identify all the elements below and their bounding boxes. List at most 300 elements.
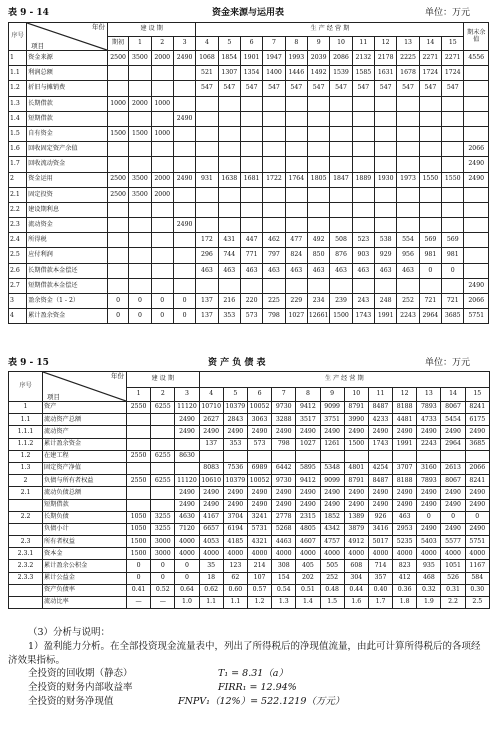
table15-period-header: 13: [417, 388, 441, 402]
table-cell: 2490: [173, 172, 195, 187]
table-cell: [442, 187, 464, 202]
table14-period-header: 9: [307, 37, 329, 51]
table-cell: [218, 142, 240, 157]
table-cell: [464, 233, 489, 248]
table-cell: 154: [272, 572, 296, 584]
table-cell: [129, 157, 151, 172]
table-cell: [129, 111, 151, 126]
table-cell: [151, 233, 173, 248]
table-cell: 7893: [417, 475, 441, 487]
table-cell: 0: [175, 572, 199, 584]
table-cell: [107, 218, 128, 233]
table-cell: 2550: [127, 450, 151, 462]
table-cell: 0: [465, 511, 489, 523]
table-cell: 2243: [397, 309, 419, 324]
table-cell: [352, 278, 374, 293]
table-cell: [442, 111, 464, 126]
table-cell: 4000: [417, 548, 441, 560]
table15-item-header: 项目: [47, 392, 60, 401]
table-cell: 4481: [393, 414, 417, 426]
table-cell: 2490: [320, 426, 344, 438]
table-cell: 8241: [465, 475, 489, 487]
table-cell: 1585: [352, 66, 374, 81]
table-cell: [330, 278, 352, 293]
table-cell: 463: [263, 263, 285, 278]
table15-header: [0, 350, 495, 370]
table-cell: 2490: [272, 487, 296, 499]
table-cell: 547: [442, 81, 464, 96]
row-item: 短期借款: [27, 111, 108, 126]
row-seq: 2.3.2: [9, 560, 43, 572]
table-cell: [151, 426, 175, 438]
table-cell: 0: [173, 294, 195, 309]
row-seq: 4: [9, 309, 27, 324]
table-cell: 1901: [240, 51, 262, 66]
table-cell: [151, 462, 175, 474]
table-cell: 1050: [127, 523, 151, 535]
row-item: 资产负债率: [43, 584, 127, 596]
table-cell: 172: [196, 233, 218, 248]
table-cell: 492: [307, 233, 329, 248]
table-cell: 2490: [465, 426, 489, 438]
table-cell: 0: [129, 309, 151, 324]
table-cell: 431: [218, 233, 240, 248]
table-cell: 798: [272, 438, 296, 450]
table15: [8, 371, 490, 609]
row-seq: 1.5: [9, 126, 27, 141]
table14-build-header: 建 设 期: [107, 23, 195, 37]
table-cell: 547: [419, 81, 441, 96]
row-item: 固定资产净值: [43, 462, 127, 474]
table-cell: 4000: [272, 548, 296, 560]
table-cell: 4321: [247, 536, 271, 548]
table-cell: 2490: [173, 111, 195, 126]
table-cell: [196, 111, 218, 126]
table-cell: [151, 218, 173, 233]
table-cell: 137: [196, 294, 218, 309]
table-cell: 569: [442, 233, 464, 248]
table-cell: [129, 233, 151, 248]
table14-seq-header: 序号: [9, 23, 27, 51]
row-item: 短期借款: [43, 499, 127, 511]
table-cell: 1500: [127, 536, 151, 548]
table-cell: [464, 81, 489, 96]
table-cell: [375, 218, 397, 233]
table-cell: [196, 278, 218, 293]
table-cell: 4000: [223, 548, 247, 560]
table-cell: 1.7: [368, 597, 392, 609]
table-cell: 2490: [441, 487, 465, 499]
table-cell: [307, 187, 329, 202]
table-cell: 2490: [417, 426, 441, 438]
table14-period-header: 5: [218, 37, 240, 51]
table-cell: 137: [196, 309, 218, 324]
table-cell: 2490: [296, 499, 320, 511]
row-item: 流动资产: [43, 426, 127, 438]
table-cell: 4167: [199, 511, 223, 523]
table-cell: [173, 278, 195, 293]
table-cell: 9099: [320, 402, 344, 414]
table-cell: [173, 157, 195, 172]
table-cell: [173, 142, 195, 157]
table-cell: 10710: [199, 402, 223, 414]
table-cell: 463: [240, 263, 262, 278]
table14: [8, 22, 489, 324]
table-cell: 823: [393, 560, 417, 572]
table-cell: [129, 263, 151, 278]
row-seq: 2.6: [9, 263, 27, 278]
row-item: 长期借款: [27, 96, 108, 111]
table-cell: 0: [175, 560, 199, 572]
table-cell: [441, 450, 465, 462]
table-cell: 4556: [464, 51, 489, 66]
table-cell: 1.2: [247, 597, 271, 609]
table-cell: [151, 263, 173, 278]
row-item: 流动资金: [27, 218, 108, 233]
table-cell: 2000: [151, 187, 173, 202]
table-cell: 3063: [247, 414, 271, 426]
table-cell: 10379: [223, 475, 247, 487]
table-cell: 1681: [240, 172, 262, 187]
table-row: [9, 96, 489, 111]
table-cell: [173, 96, 195, 111]
table-cell: 1027: [296, 438, 320, 450]
table-cell: 234: [307, 294, 329, 309]
table14-period-header: 4: [196, 37, 218, 51]
table-cell: 0.48: [320, 584, 344, 596]
table-cell: 3751: [320, 414, 344, 426]
table-cell: 463: [393, 511, 417, 523]
table-cell: [397, 142, 419, 157]
table-cell: 2964: [441, 438, 465, 450]
table-cell: [419, 157, 441, 172]
table-cell: [352, 202, 374, 217]
table-cell: 0: [151, 294, 173, 309]
table-cell: 477: [285, 233, 307, 248]
table-cell: 463: [375, 263, 397, 278]
table14-period-header: 2: [151, 37, 173, 51]
table-cell: 0.41: [127, 584, 151, 596]
row-seq: 2: [9, 475, 43, 487]
table-cell: 2490: [247, 499, 271, 511]
table-cell: [352, 157, 374, 172]
row-item: 盈余资金（1 - 2）: [27, 294, 108, 309]
table-cell: [330, 126, 352, 141]
table-cell: [218, 202, 240, 217]
table-cell: 1.8: [393, 597, 417, 609]
table-cell: [107, 263, 128, 278]
table-cell: 0: [151, 560, 175, 572]
table-cell: 1400: [263, 66, 285, 81]
row-seq: 2: [9, 172, 27, 187]
table-cell: 508: [330, 233, 352, 248]
table-cell: 4000: [441, 548, 465, 560]
table-cell: [285, 187, 307, 202]
table-cell: 0: [417, 511, 441, 523]
table-cell: 214: [247, 560, 271, 572]
table-cell: [151, 487, 175, 499]
table-cell: 123: [223, 560, 247, 572]
table-cell: [464, 66, 489, 81]
table-cell: 2843: [223, 414, 247, 426]
table-cell: 1446: [285, 66, 307, 81]
table-cell: 2271: [419, 51, 441, 66]
table-cell: [393, 450, 417, 462]
table-cell: [129, 218, 151, 233]
row-item: 资产: [43, 402, 127, 414]
table-cell: [240, 157, 262, 172]
table-cell: 2490: [368, 487, 392, 499]
row-seq: 1: [9, 51, 27, 66]
row-seq: 1.3: [9, 462, 43, 474]
table-cell: 1743: [368, 438, 392, 450]
table-cell: 931: [196, 172, 218, 187]
table-cell: 2490: [247, 426, 271, 438]
table14-title: 资金来源与运用表: [212, 8, 285, 18]
table15-period-header: 5: [223, 388, 247, 402]
table-cell: 3707: [393, 462, 417, 474]
table-cell: 3255: [151, 523, 175, 535]
table-cell: 463: [330, 263, 352, 278]
row-seq: 1: [9, 402, 43, 414]
table-cell: 8487: [368, 402, 392, 414]
table-cell: 4607: [296, 536, 320, 548]
table-cell: 797: [263, 248, 285, 263]
table-cell: [107, 157, 128, 172]
table-cell: 2490: [296, 487, 320, 499]
table-row: [9, 402, 490, 414]
analysis-section: [8, 626, 486, 709]
table-cell: 2490: [441, 426, 465, 438]
table-cell: 505: [320, 560, 344, 572]
table15-period-header: 6: [247, 388, 271, 402]
table-cell: 1500: [344, 438, 368, 450]
table-cell: 1500: [129, 126, 151, 141]
table-cell: 2490: [417, 487, 441, 499]
table-cell: 353: [223, 438, 247, 450]
table-cell: 2086: [330, 51, 352, 66]
table-cell: 2490: [465, 499, 489, 511]
table-cell: 6657: [199, 523, 223, 535]
table-cell: [285, 202, 307, 217]
table-cell: 4233: [368, 414, 392, 426]
table15-period-header: 9: [320, 388, 344, 402]
table-cell: 6255: [151, 450, 175, 462]
table-cell: 2271: [442, 51, 464, 66]
table14-prod-header: 生 产 经 营 期: [196, 23, 464, 37]
table14-end-header: 期末余值: [464, 23, 489, 51]
table-cell: [307, 157, 329, 172]
table-cell: 5235: [393, 536, 417, 548]
row-seq: 3: [9, 294, 27, 309]
table-cell: 0.44: [344, 584, 368, 596]
table-cell: [173, 81, 195, 96]
table15-period-header: 1: [127, 388, 151, 402]
table-cell: [173, 187, 195, 202]
table-cell: 2490: [175, 487, 199, 499]
table-cell: 526: [441, 572, 465, 584]
table-cell: 538: [375, 233, 397, 248]
table-cell: [307, 142, 329, 157]
table-cell: 0: [127, 560, 151, 572]
table-cell: 3500: [129, 51, 151, 66]
analysis-paragraph: 1）盈利能力分析。在全部投资现金流量表中，列出了所得税后的净现值流量，由此可计算所得税后的各项经济效果指标。: [8, 640, 481, 666]
table-cell: 2490: [344, 426, 368, 438]
table-cell: [240, 126, 262, 141]
table-cell: 1261: [320, 438, 344, 450]
table-cell: [151, 438, 175, 450]
table-cell: 0: [107, 294, 128, 309]
table-cell: 4254: [368, 462, 392, 474]
table-cell: [107, 278, 128, 293]
table-cell: 4757: [320, 536, 344, 548]
table-cell: 202: [296, 572, 320, 584]
table-cell: 4000: [320, 548, 344, 560]
table14-period-header: 1: [129, 37, 151, 51]
table-cell: [272, 450, 296, 462]
table-cell: [196, 218, 218, 233]
table-cell: 1.5: [320, 597, 344, 609]
table-cell: [218, 111, 240, 126]
metric-fnpv-label: 全投资的财务净现值: [28, 695, 114, 707]
analysis-heading: （3）分析与说明：: [28, 627, 111, 638]
metric-firr-label: 全投资的财务内部收益率: [28, 682, 133, 694]
table15-period-header: 11: [368, 388, 392, 402]
table-cell: 2490: [320, 499, 344, 511]
row-item: 长期借款本金偿还: [27, 263, 108, 278]
table-cell: 5577: [441, 536, 465, 548]
row-item: 负债与所有者权益: [43, 475, 127, 487]
table-cell: [173, 263, 195, 278]
row-item: 长期负债: [43, 511, 127, 523]
table-cell: 8083: [199, 462, 223, 474]
table-cell: 1991: [375, 309, 397, 324]
table15-period-header: 15: [465, 388, 489, 402]
table-cell: 0.57: [247, 584, 271, 596]
table-cell: —: [151, 597, 175, 609]
table-cell: [464, 126, 489, 141]
table-cell: 6989: [247, 462, 271, 474]
table-row: [9, 309, 489, 324]
metric-fnpv: [8, 695, 486, 709]
table-cell: [397, 96, 419, 111]
table-row: [9, 487, 490, 499]
table-row: [9, 560, 490, 572]
table-cell: 547: [218, 81, 240, 96]
table-cell: 2490: [173, 51, 195, 66]
table-cell: 1550: [442, 172, 464, 187]
table-cell: 2490: [199, 426, 223, 438]
table-cell: [307, 278, 329, 293]
table15-prod-header: 生 产 经 营 期: [199, 372, 489, 388]
table-row: [9, 511, 490, 523]
table-cell: [442, 278, 464, 293]
table-cell: 3000: [151, 548, 175, 560]
table-cell: [240, 187, 262, 202]
row-item: 建设期利息: [27, 202, 108, 217]
table-cell: [129, 248, 151, 263]
table-cell: 547: [375, 81, 397, 96]
table-cell: 1993: [285, 51, 307, 66]
table-cell: 547: [196, 81, 218, 96]
table-cell: 3879: [344, 523, 368, 535]
table-cell: 2490: [223, 499, 247, 511]
table14-period-header: 期初: [107, 37, 128, 51]
table-cell: [151, 414, 175, 426]
table-cell: [107, 66, 128, 81]
table-cell: [151, 157, 173, 172]
table-cell: [419, 96, 441, 111]
table-cell: 2490: [465, 523, 489, 535]
table-cell: 2243: [417, 438, 441, 450]
table15-period-header: 12: [393, 388, 417, 402]
table-cell: [352, 111, 374, 126]
table-cell: [263, 278, 285, 293]
row-seq: 2.1: [9, 487, 43, 499]
table-cell: 2490: [199, 499, 223, 511]
table14-period-header: 10: [330, 37, 352, 51]
table-cell: 2490: [199, 487, 223, 499]
table-cell: [397, 187, 419, 202]
table-cell: [218, 187, 240, 202]
table-cell: 2490: [223, 487, 247, 499]
table-cell: 0.64: [175, 584, 199, 596]
table-cell: [397, 126, 419, 141]
table-cell: 1492: [307, 66, 329, 81]
metric-firr: [8, 681, 486, 695]
table-cell: 1854: [218, 51, 240, 66]
table-cell: [240, 278, 262, 293]
table-cell: 0.60: [223, 584, 247, 596]
table-cell: 981: [442, 248, 464, 263]
table-cell: 547: [352, 81, 374, 96]
table-cell: 0: [441, 511, 465, 523]
table-cell: [285, 142, 307, 157]
table-cell: [464, 202, 489, 217]
table-cell: 5017: [368, 536, 392, 548]
row-seq: 1.1.1: [9, 426, 43, 438]
table15-label: 表 9 - 15: [8, 358, 49, 368]
table-cell: 463: [307, 263, 329, 278]
table-cell: 0: [127, 572, 151, 584]
table-cell: 2225: [397, 51, 419, 66]
table-cell: 2039: [307, 51, 329, 66]
table-cell: 2000: [151, 51, 173, 66]
table-cell: [263, 218, 285, 233]
row-item: 流动资产总额: [43, 414, 127, 426]
table-cell: [352, 218, 374, 233]
metric-fnpv-value: FNPV₁（12%）= 522.1219（万元）: [178, 695, 345, 707]
table-row: [9, 523, 490, 535]
table-cell: 2490: [296, 426, 320, 438]
table-cell: 1027: [285, 309, 307, 324]
table-cell: 1947: [263, 51, 285, 66]
table-cell: 2.2: [441, 597, 465, 609]
table-cell: 4000: [175, 548, 199, 560]
table15-period-header: 10: [344, 388, 368, 402]
table-cell: 9730: [272, 402, 296, 414]
table-cell: 10052: [247, 475, 271, 487]
table-row: [9, 81, 489, 96]
table-cell: 3255: [151, 511, 175, 523]
row-item: 应付利润: [27, 248, 108, 263]
table-cell: 573: [240, 309, 262, 324]
table-cell: 3000: [151, 536, 175, 548]
table-cell: [307, 218, 329, 233]
table-cell: 935: [417, 560, 441, 572]
table-cell: [307, 111, 329, 126]
table-cell: 2500: [107, 172, 128, 187]
